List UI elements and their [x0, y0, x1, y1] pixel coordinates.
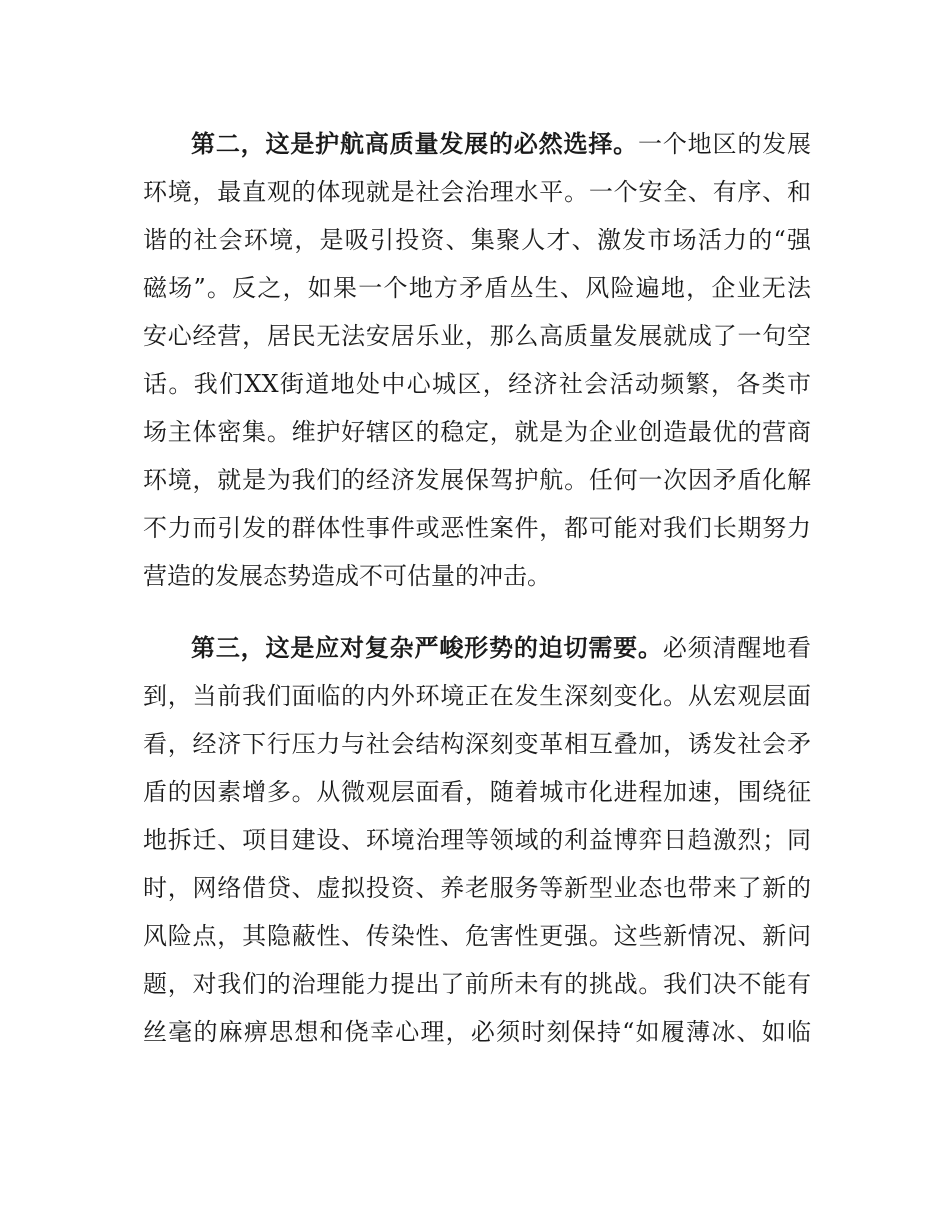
paragraph-heading: 第二，这是护航高质量发展的必然选择。	[191, 130, 638, 158]
paragraph-heading: 第三，这是应对复杂严峻形势的迫切需要。	[191, 634, 663, 662]
paragraph-line: 安心经营，居民无法安居乐业，那么高质量发展就成了一句空	[143, 322, 811, 350]
paragraph-line: 谐的社会环境，是吸引投资、集聚人才、激发市场活力的“强	[143, 226, 811, 254]
paragraph-line: 环境，最直观的体现就是社会治理水平。一个安全、有序、和	[143, 178, 811, 206]
paragraph-line: 不力而引发的群体性事件或恶性案件，都可能对我们长期努力	[143, 514, 811, 542]
paragraph-line: 看，经济下行压力与社会结构深刻变革相互叠加，诱发社会矛	[143, 730, 811, 758]
paragraph-line: 场主体密集。维护好辖区的稳定，就是为企业创造最优的营商	[143, 418, 811, 446]
paragraph-line: 地拆迁、项目建设、环境治理等领域的利益博弈日趋激烈；同	[143, 826, 811, 854]
paragraph-first-line	[143, 120, 811, 168]
paragraph-line: 丝毫的麻痹思想和侥幸心理，必须时刻保持“如履薄冰、如临	[143, 1018, 811, 1046]
paragraph-line: 营造的发展态势造成不可估量的冲击。	[143, 562, 551, 590]
paragraph-line: 环境，就是为我们的经济发展保驾护航。任何一次因矛盾化解	[143, 466, 811, 494]
paragraph-first-line	[143, 624, 811, 672]
paragraph-line: 题，对我们的治理能力提出了前所未有的挑战。我们决不能有	[143, 970, 811, 998]
paragraph-line: 盾的因素增多。从微观层面看，随着城市化进程加速，围绕征	[143, 778, 811, 806]
paragraph-third-point	[143, 624, 811, 1056]
paragraph-line: 风险点，其隐蔽性、传染性、危害性更强。这些新情况、新问	[143, 922, 811, 950]
paragraph-line: 磁场”。反之，如果一个地方矛盾丛生、风险遍地，企业无法	[143, 274, 811, 302]
paragraph-second-point	[143, 120, 811, 600]
paragraph-text: 一个地区的发展	[638, 130, 811, 158]
paragraph-text: 必须清醒地看	[662, 634, 812, 662]
paragraph-line: 到，当前我们面临的内外环境正在发生深刻变化。从宏观层面	[143, 682, 811, 710]
paragraph-line: 话。我们XX街道地处中心城区，经济社会活动频繁，各类市	[143, 370, 811, 398]
paragraph-line: 时，网络借贷、虚拟投资、养老服务等新型业态也带来了新的	[143, 874, 811, 902]
